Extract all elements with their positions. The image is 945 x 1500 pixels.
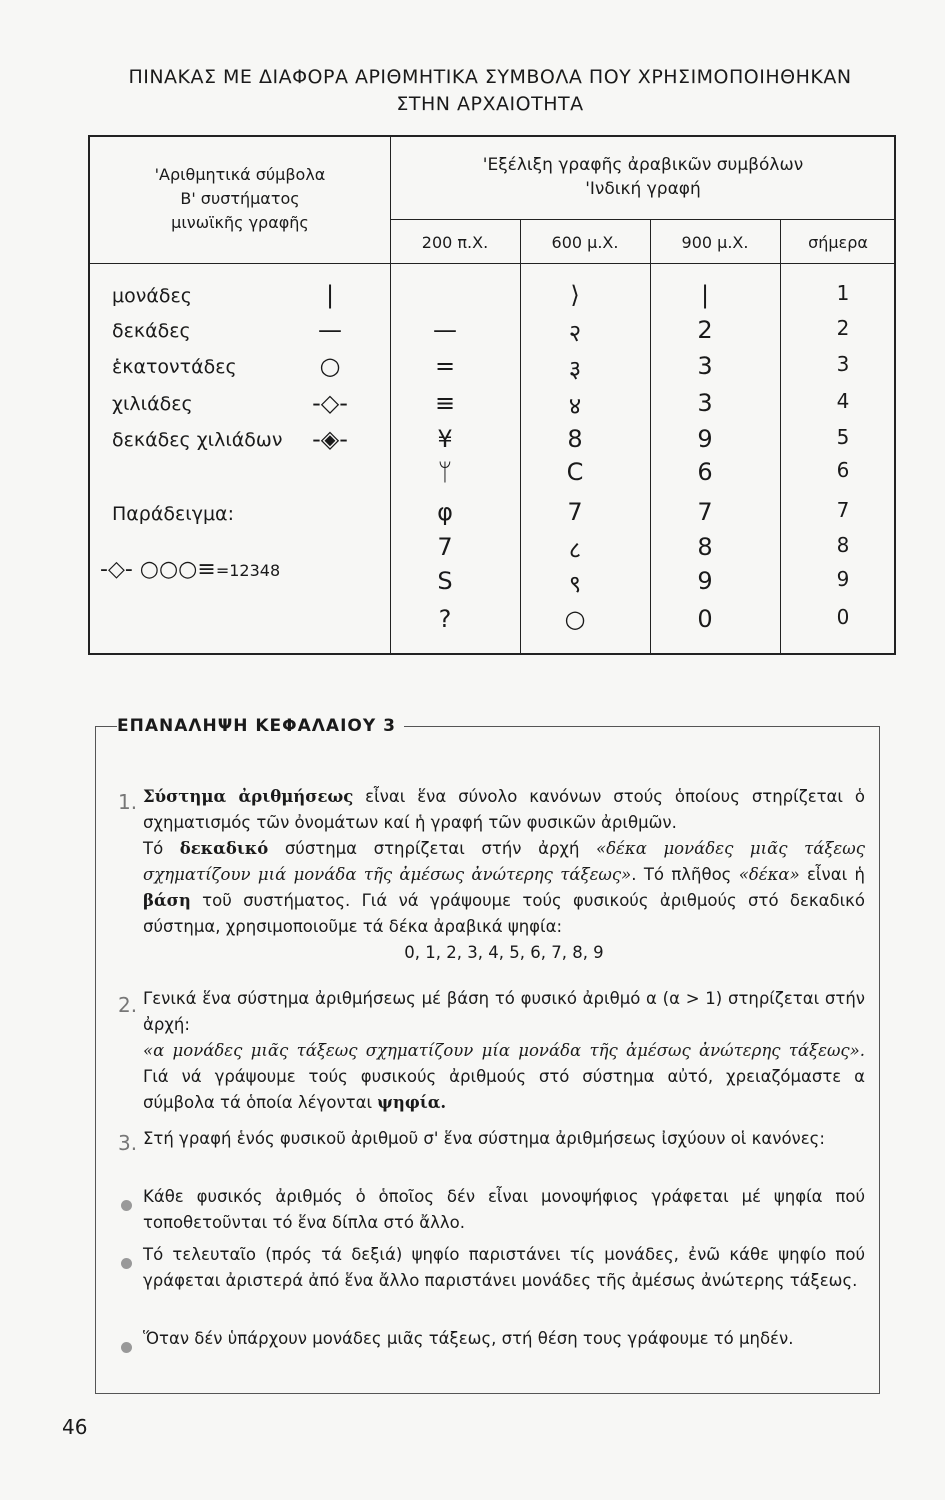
row-label: χιλιάδες [112,393,193,415]
col900-digit: 8 [697,533,713,561]
col600-digit: 7 [567,498,583,526]
col600-digit: ○ [564,605,586,633]
col900-digit: 3 [697,352,713,380]
summary-item-3: Στή γραφή ἑνός φυσικοῦ ἀριθμοῦ σ' ἕνα σύστημα ἀριθμήσεως ἰσχύουν οἱ κανόνες: [143,1129,825,1148]
row-label: ἑκατοντάδες [112,356,237,378]
bullet-1: Κάθε φυσικός ἀριθμός ὁ ὁποῖος δέν εἶναι μονοψήφιος γράφεται μέ ψηφία πού τοποθετοῦνται τό ἕνα δίπλα στό ἄλλο. [143,1187,865,1232]
section-heading: ΕΠΑΝΑΛΗΨΗ ΚΕΦΑΛΑΙΟΥ 3 [117,716,404,736]
example-label: Παράδειγμα: [112,503,234,525]
minoan-symbol: | [325,281,335,309]
col200-digit: S [437,567,453,595]
col600-digit: C [566,458,584,486]
table-title-line1: ΠΙΝΑΚΑΣ ΜΕ ΔΙΑΦΟΡΑ ΑΡΙΘΜΗΤΙΚΑ ΣΥΜΒΟΛΑ ΠΟΥ ΧΡΗΣΙΜΟΠΟΙΗΘΗΚΑΝ [128,66,852,88]
col200-digit: ≡ [434,389,456,417]
row-label: μονάδες [112,285,192,307]
col900-digit: | [700,281,710,309]
col600-digit: ३ [568,355,582,383]
col900-digit: 6 [697,458,713,486]
today-digit: 7 [836,498,850,522]
col900-digit: 3 [697,389,713,417]
col200-digit: ᛘ [437,458,453,486]
col200-digit: ? [438,605,452,633]
col-header: 900 μ.Χ. [681,233,749,252]
today-digit: 2 [836,316,850,340]
col600-digit: ९ [568,570,582,598]
right-header: 'Εξέλιξη γραφῆς ἀραβικῶν συμβόλων 'Ινδική γραφή [482,155,804,199]
col600-digit: ८ [568,536,582,564]
numeral-table [88,135,896,655]
today-digit: 6 [836,458,850,482]
col900-digit: 9 [697,567,713,595]
bullet-2: Τό τελευταῖο (πρός τά δεξιά) ψηφίο παριστάνει τίς μονάδες, ἐνῶ κάθε ψηφίο πού γράφεται ἀριστερά ἀπό ἕνα ἄλλο παριστάνει μονάδες τῆς ἀμέσως ἀνώτερης τάξεως. [143,1245,865,1290]
col200-digit: 7 [437,533,453,561]
minoan-symbol: ○ [319,352,341,380]
col600-digit: ⟩ [570,281,580,309]
minoan-symbol: -◇- [312,389,348,417]
summary-item-1: Σύστημα ἀριθμήσεως εἶναι ἕνα σύνολο κανόνων στούς ὁποίους στηρίζεται ὁ σχηματισμός τῶν ὀνομάτων καί ἡ γραφή τῶν φυσικῶν ἀριθμῶν. Τό δεκαδικό σύστημα στηρίζεται στήν ἀρχή «δέκα μονάδες μιᾶς τάξεως σχηματίζουν μιά μονάδα τῆς ἀμέσως ἀνώτερης τάξεως». Τό πλῆθος «δέκα» εἶναι ἡ βάση τοῦ συστήματος. Γιά νά γράψουμε τούς φυσικούς ἀριθμούς στό δεκαδικό σύστημα, χρησιμοποιοῦμε τά δέκα ἀραβικά ψηφία: 0, 1, 2, 3, 4, 5, 6, 7, 8, 9 [143,787,865,962]
col200-digit: — [433,316,457,344]
col600-digit: 8 [567,425,583,453]
table-title-line2: ΣΤΗΝ ΑΡΧΑΙΟΤΗΤΑ [396,93,584,115]
col200-digit: ¥ [437,425,453,453]
col200-digit: φ [437,498,453,526]
example-symbols: -◇- ○○○≡=12348 [100,557,281,582]
page-number: 46 [62,1415,88,1439]
today-digit: 5 [836,425,850,449]
col200-digit: = [434,352,456,380]
col900-digit: 7 [697,498,713,526]
row-label: δεκάδες [112,320,191,342]
today-digit: 3 [836,352,850,376]
col900-digit: 0 [697,605,713,633]
left-header: 'Αριθμητικά σύμβολα Β' συστήματος μινωϊκῆς γραφῆς [154,165,326,232]
col900-digit: 2 [697,316,713,344]
col600-digit: २ [568,319,582,347]
item-number: 1. [118,790,138,814]
item-number: 2. [118,993,138,1017]
minoan-symbol: — [318,316,342,344]
col-header: 600 μ.Χ. [551,233,619,252]
today-digit: 9 [836,567,850,591]
col-header: 200 π.Χ. [421,233,489,252]
bullet-3: Ὅταν δέν ὑπάρχουν μονάδες μιᾶς τάξεως, στή θέση τους γράφουμε τό μηδέν. [143,1329,794,1348]
summary-item-2: Γενικά ἕνα σύστημα ἀριθμήσεως μέ βάση τό φυσικό ἀριθμό α (α > 1) στηρίζεται στήν ἀρχή: «α μονάδες μιᾶς τάξεως σχηματίζουν μία μονάδα τῆς ἀμέσως ἀνώτερης τάξεως». Γιά νά γράψουμε τούς φυσικούς ἀριθμούς στό σύστημα αὐτό, χρειαζόμαστε α σύμβολα τά ὁποία λέγονται ψηφία. [143,989,865,1112]
item-number: 3. [118,1131,138,1155]
minoan-symbol: -◈- [312,425,348,453]
col900-digit: 9 [697,425,713,453]
col-header: σήμερα [808,233,868,252]
today-digit: 0 [836,605,850,629]
row-label: δεκάδες χιλιάδων [112,429,283,451]
today-digit: 8 [836,533,850,557]
today-digit: 4 [836,389,850,413]
today-digit: 1 [836,281,850,305]
col600-digit: ४ [568,392,582,420]
